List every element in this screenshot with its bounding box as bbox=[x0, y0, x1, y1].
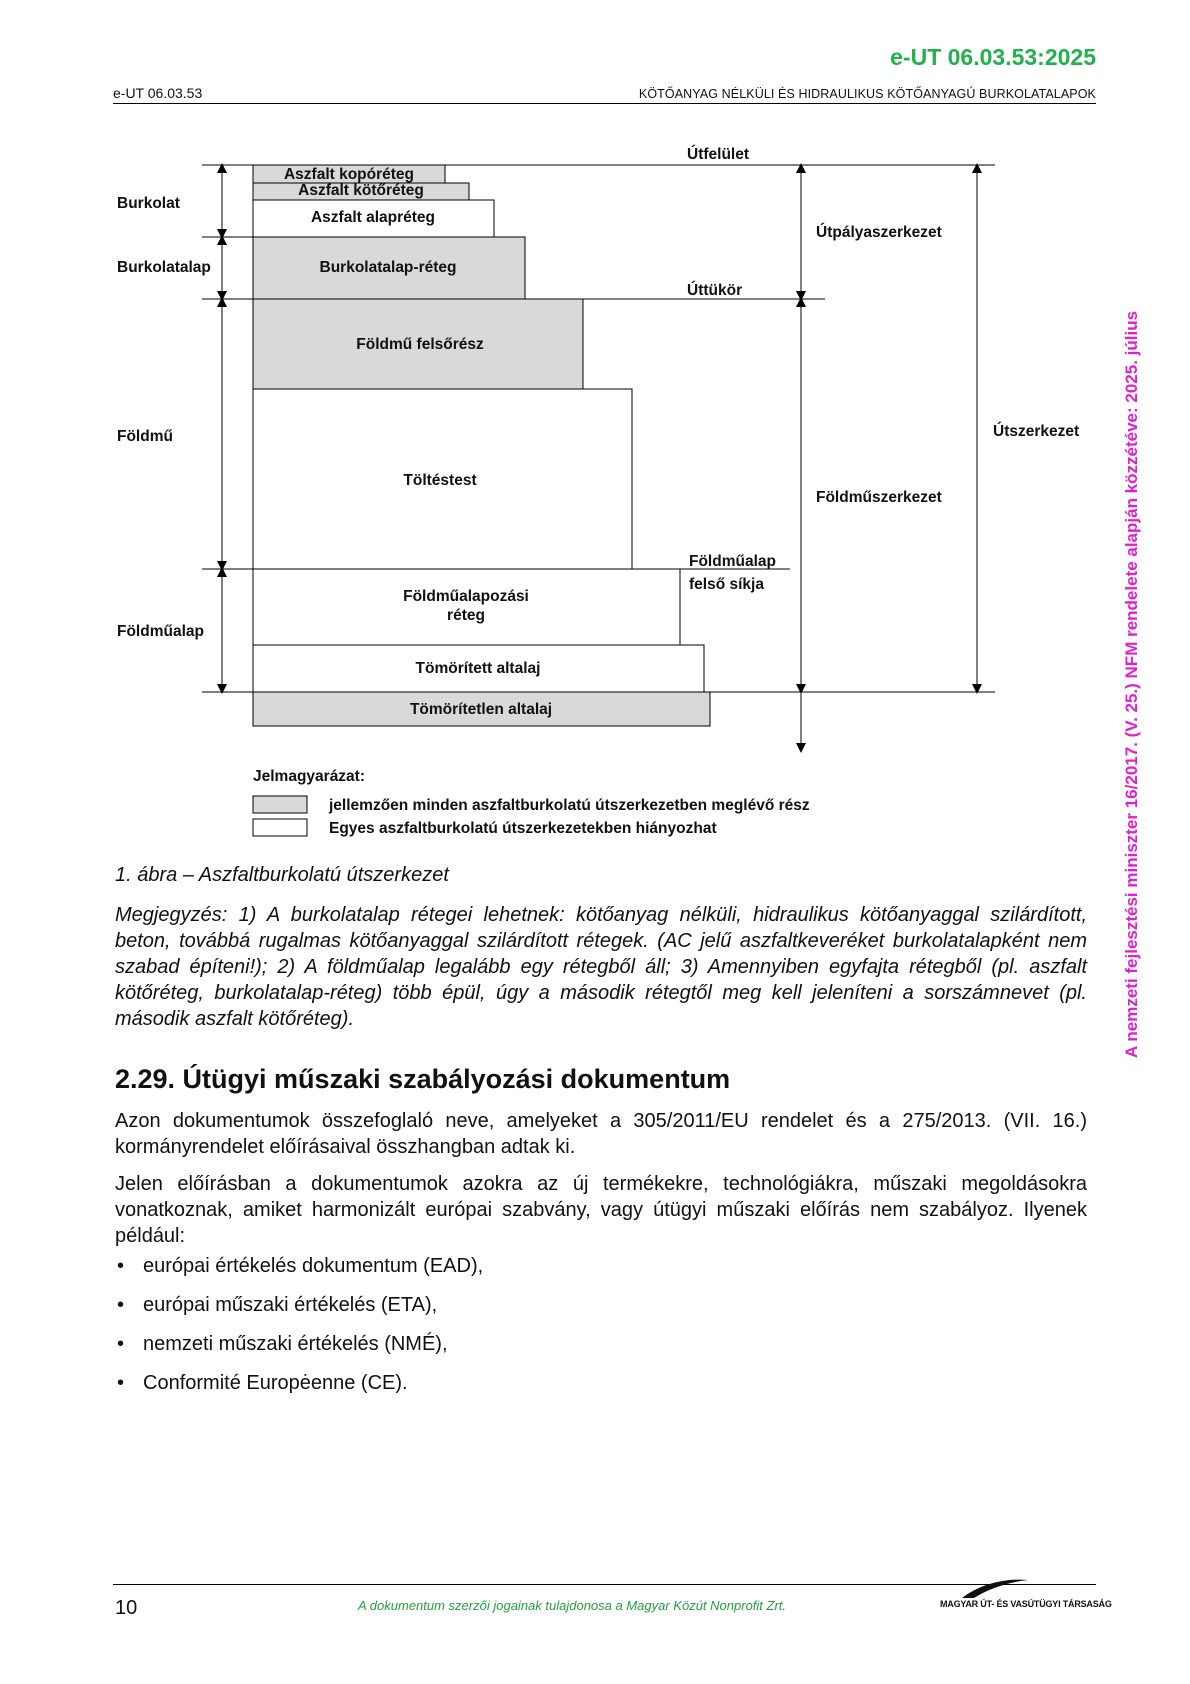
label-earthwork-structure: Földműszerkezet bbox=[816, 489, 942, 506]
label-road-structure: Útszerkezet bbox=[993, 423, 1080, 440]
label-burkolat: Burkolat bbox=[117, 195, 180, 212]
paragraph-scope: Jelen előírásban a dokumentumok azokra az új termékekre, technológiákra, műszaki megoldásokra vonatkoznak, amiket harmonizált európai szabvány, vagy útügyi műszaki előírás nem szabályoz. Ilyenek például: bbox=[115, 1173, 1087, 1247]
label-burkolatalap: Burkolatalap bbox=[117, 259, 211, 276]
figure-note: Megjegyzés: 1) A burkolatalap rétegei lehetnek: kötőanyag nélküli, hidraulikus kötőanyaggal szilárdított, beton, továbbá rugalmas kötőanyaggal szilárdított rétegek. (AC jelű aszfaltkeveréket burkolatalapként nem szabad építeni!); 2) A földműalap legalább egy rétegből áll; 3) Amennyiben egyfajta rétegből (pl. aszfalt kötőréteg, burkolatalap-réteg) több épül, úgy a második rétegtől meg kell jeleníteni a sorszámnevet (pl. második aszfalt kötőréteg). bbox=[115, 904, 1087, 1030]
label-embankment: Töltéstest bbox=[403, 472, 477, 489]
label-subbase: Burkolatalap-réteg bbox=[319, 259, 457, 276]
figure-caption: 1. ábra – Aszfaltburkolatú útszerkezet bbox=[115, 864, 449, 886]
legend-swatch-white bbox=[253, 819, 307, 836]
label-foundation-2: réteg bbox=[447, 607, 485, 624]
list-item: • európai műszaki értékelés (ETA), bbox=[115, 1294, 483, 1333]
legend-item-grey: jellemzően minden aszfaltburkolatú útszerkezetben meglévő rész bbox=[329, 797, 810, 814]
label-foundation-1: Földműalapozási bbox=[403, 588, 529, 605]
legend-item-white: Egyes aszfaltburkolatú útszerkezetekben hiányozhat bbox=[329, 820, 717, 837]
label-foldmualap: Földműalap bbox=[117, 623, 204, 640]
page-number: 10 bbox=[115, 1597, 138, 1619]
label-foundation-plane-1: Földműalap bbox=[689, 553, 776, 570]
legend-title: Jelmagyarázat: bbox=[253, 768, 366, 785]
side-publication-note: A nemzeti fejlesztési miniszter 16/2017. (V. 25.) NFM rendelete alapján közzétéve: 2025. július bbox=[1122, 310, 1141, 1058]
bullet-list bbox=[115, 1255, 483, 1411]
document-code: e-UT 06.03.53:2025 bbox=[890, 44, 1096, 70]
label-foundation-plane-2: felső síkja bbox=[689, 576, 764, 593]
label-compacted-subsoil: Tömörített altalaj bbox=[415, 660, 541, 677]
section-heading: 2.29. Útügyi műszaki szabályozási dokumentum bbox=[115, 1064, 731, 1094]
list-item: • európai értékelés dokumentum (EAD), bbox=[115, 1255, 483, 1294]
list-item: • nemzeti műszaki értékelés (NMÉ), bbox=[115, 1333, 483, 1372]
society-logo-text: MAGYAR ÚT- ÉS VASÚTÜGYI TÁRSASÁG bbox=[940, 1599, 1112, 1609]
footer-rule bbox=[113, 1584, 1096, 1585]
legend-swatch-grey bbox=[253, 796, 307, 813]
list-item: • Conformité Europėenne (CE). bbox=[115, 1372, 483, 1411]
label-subgrade: Úttükör bbox=[687, 282, 743, 299]
label-pavement-structure: Útpályaszerkezet bbox=[816, 224, 942, 241]
copyright-notice: A dokumentum szerzői jogainak tulajdonosa a Magyar Közút Nonprofit Zrt. bbox=[358, 1598, 787, 1613]
paragraph-definition: Azon dokumentumok összefoglaló neve, amelyeket a 305/2011/EU rendelet és a 275/2013. (VII. 16.) kormányrendelet előírásaival összhangban adtak ki. bbox=[115, 1110, 1087, 1158]
label-wearing-course: Aszfalt kopóréteg bbox=[283, 166, 415, 183]
label-earthwork-top: Földmű felsőrész bbox=[356, 336, 484, 353]
label-binder-course: Aszfalt kötőréteg bbox=[298, 182, 424, 199]
label-base-course: Aszfalt alapréteg bbox=[310, 209, 436, 226]
label-road-surface: Útfelület bbox=[687, 146, 749, 163]
header-right: KÖTŐANYAG NÉLKÜLI ÉS HIDRAULIKUS KÖTŐANYAGÚ BURKOLATALAPOK bbox=[638, 87, 1096, 101]
label-uncompacted-subsoil: Tömörítetlen altalaj bbox=[409, 701, 553, 718]
label-foldmu: Földmű bbox=[117, 428, 173, 445]
header-left: e-UT 06.03.53 bbox=[113, 85, 203, 101]
